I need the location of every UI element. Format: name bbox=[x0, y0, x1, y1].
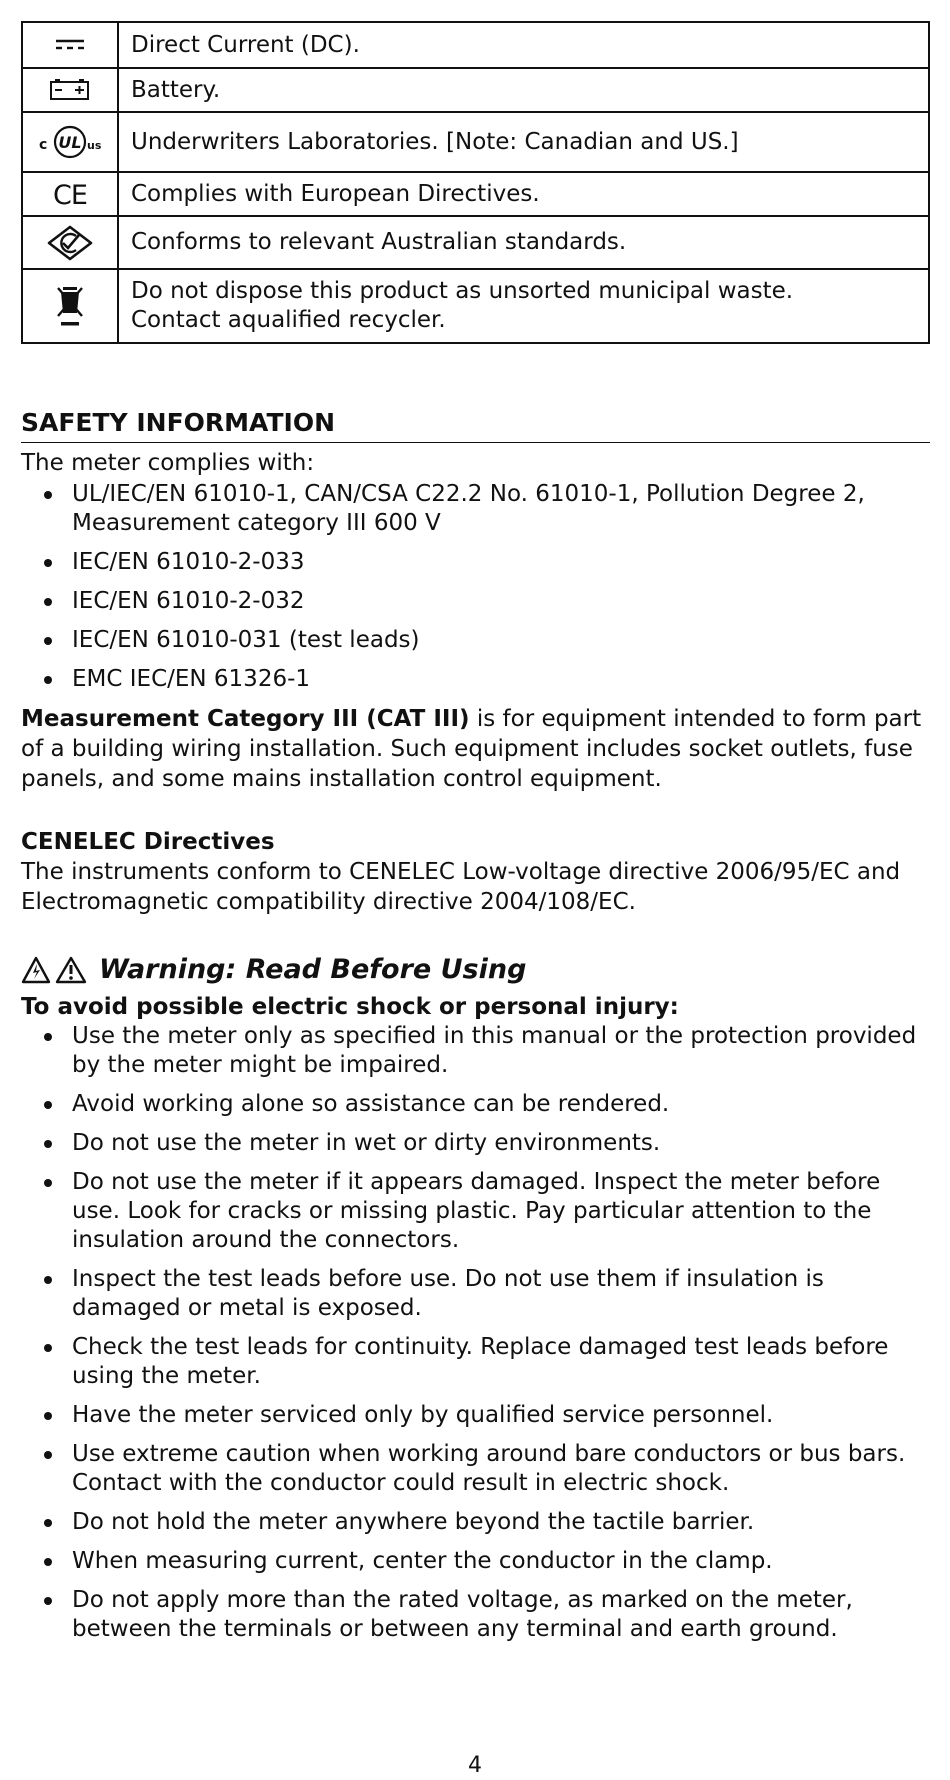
symbol-description: Complies with European Directives. bbox=[118, 172, 929, 216]
caution-icon bbox=[55, 956, 87, 984]
warning-subheading: To avoid possible electric shock or personal injury: bbox=[21, 994, 679, 1020]
ul-mark-icon bbox=[37, 124, 103, 160]
list-item: IEC/EN 61010-2-032 bbox=[21, 587, 930, 616]
symbol-row-ul bbox=[22, 112, 929, 172]
ctick-mark-icon bbox=[46, 225, 94, 261]
list-item: UL/IEC/EN 61010-1, CAN/CSA C22.2 No. 61010-1, Pollution Degree 2, Measurement category III 600 V bbox=[21, 480, 930, 538]
ul-mark-us: us bbox=[87, 139, 102, 152]
warning-icons bbox=[21, 956, 87, 984]
symbol-cell bbox=[22, 216, 118, 269]
battery-symbol-icon bbox=[49, 77, 91, 103]
ce-mark-icon bbox=[50, 180, 90, 208]
warning-list bbox=[21, 1022, 930, 1644]
symbol-cell bbox=[22, 68, 118, 112]
warning-heading bbox=[21, 952, 930, 988]
electric-hazard-icon bbox=[21, 956, 51, 984]
symbol-row-weee bbox=[22, 269, 929, 343]
warning-title: Warning: Read Before Using bbox=[99, 954, 527, 985]
list-item: Use extreme caution when working around bare conductors or bus bars. Contact with the conductor could result in electric shock. bbox=[21, 1440, 930, 1498]
symbol-cell bbox=[22, 269, 118, 343]
measurement-category-text: is for equipment intended to form part of a building wiring installation. Such equipment includes socket outlets, fuse panels, and some mains installation control equipment. bbox=[21, 706, 922, 792]
symbol-row-ce bbox=[22, 172, 929, 216]
svg-text:CE: CE bbox=[53, 180, 87, 208]
symbol-row-dc bbox=[22, 22, 929, 68]
symbol-description: Underwriters Laboratories. [Note: Canadian and US.] bbox=[118, 112, 929, 172]
list-item: Have the meter serviced only by qualified service personnel. bbox=[21, 1401, 930, 1430]
safety-information-heading: SAFETY INFORMATION bbox=[21, 406, 930, 443]
manual-page bbox=[21, 21, 930, 1654]
list-item: Use the meter only as specified in this manual or the protection provided by the meter might be impaired. bbox=[21, 1022, 930, 1080]
symbol-row-ctick bbox=[22, 216, 929, 269]
ul-mark-c: c bbox=[39, 137, 48, 153]
list-item: Do not hold the meter anywhere beyond the tactile barrier. bbox=[21, 1508, 930, 1537]
symbols-table bbox=[21, 21, 930, 344]
symbol-description bbox=[118, 269, 929, 343]
cenelec-text: The instruments conform to CENELEC Low-voltage directive 2006/95/EC and Electromagnetic compatibility directive 2004/108/EC. bbox=[21, 859, 901, 915]
list-item: Check the test leads for continuity. Replace damaged test leads before using the meter. bbox=[21, 1333, 930, 1391]
list-item: Do not use the meter if it appears damaged. Inspect the meter before use. Look for cracks or missing plastic. Pay particular attention to the insulation around the connectors. bbox=[21, 1168, 930, 1255]
list-item: Do not apply more than the rated voltage, as marked on the meter, between the terminals or between any terminal and earth ground. bbox=[21, 1586, 930, 1644]
cenelec-heading: CENELEC Directives bbox=[21, 829, 275, 855]
list-item: Avoid working alone so assistance can be rendered. bbox=[21, 1090, 930, 1119]
symbol-row-battery bbox=[22, 68, 929, 112]
symbol-cell bbox=[22, 22, 118, 68]
measurement-category-term: Measurement Category III (CAT III) bbox=[21, 706, 470, 732]
weee-bin-icon bbox=[55, 283, 85, 329]
list-item: IEC/EN 61010-031 (test leads) bbox=[21, 626, 930, 655]
measurement-category-paragraph bbox=[21, 704, 930, 794]
page-number: 4 bbox=[468, 1753, 482, 1778]
symbol-description: Conforms to relevant Australian standards. bbox=[118, 216, 929, 269]
symbol-description: Battery. bbox=[118, 68, 929, 112]
list-item: When measuring current, center the conductor in the clamp. bbox=[21, 1547, 930, 1576]
symbol-description: Direct Current (DC). bbox=[118, 22, 929, 68]
symbol-cell bbox=[22, 172, 118, 216]
weee-text-line-1: Do not dispose this product as unsorted municipal waste. bbox=[131, 278, 794, 304]
list-item: EMC IEC/EN 61326-1 bbox=[21, 665, 930, 694]
weee-text-line-2: Contact aqualified recycler. bbox=[131, 307, 446, 333]
list-item: Inspect the test leads before use. Do not use them if insulation is damaged or metal is exposed. bbox=[21, 1265, 930, 1323]
dc-symbol-icon bbox=[53, 36, 87, 54]
standards-list bbox=[21, 480, 930, 694]
list-item: Do not use the meter in wet or dirty environments. bbox=[21, 1129, 930, 1158]
compliance-intro: The meter complies with: bbox=[21, 450, 315, 476]
symbol-cell bbox=[22, 112, 118, 172]
list-item: IEC/EN 61010-2-033 bbox=[21, 548, 930, 577]
ul-mark-center: UL bbox=[58, 133, 82, 152]
